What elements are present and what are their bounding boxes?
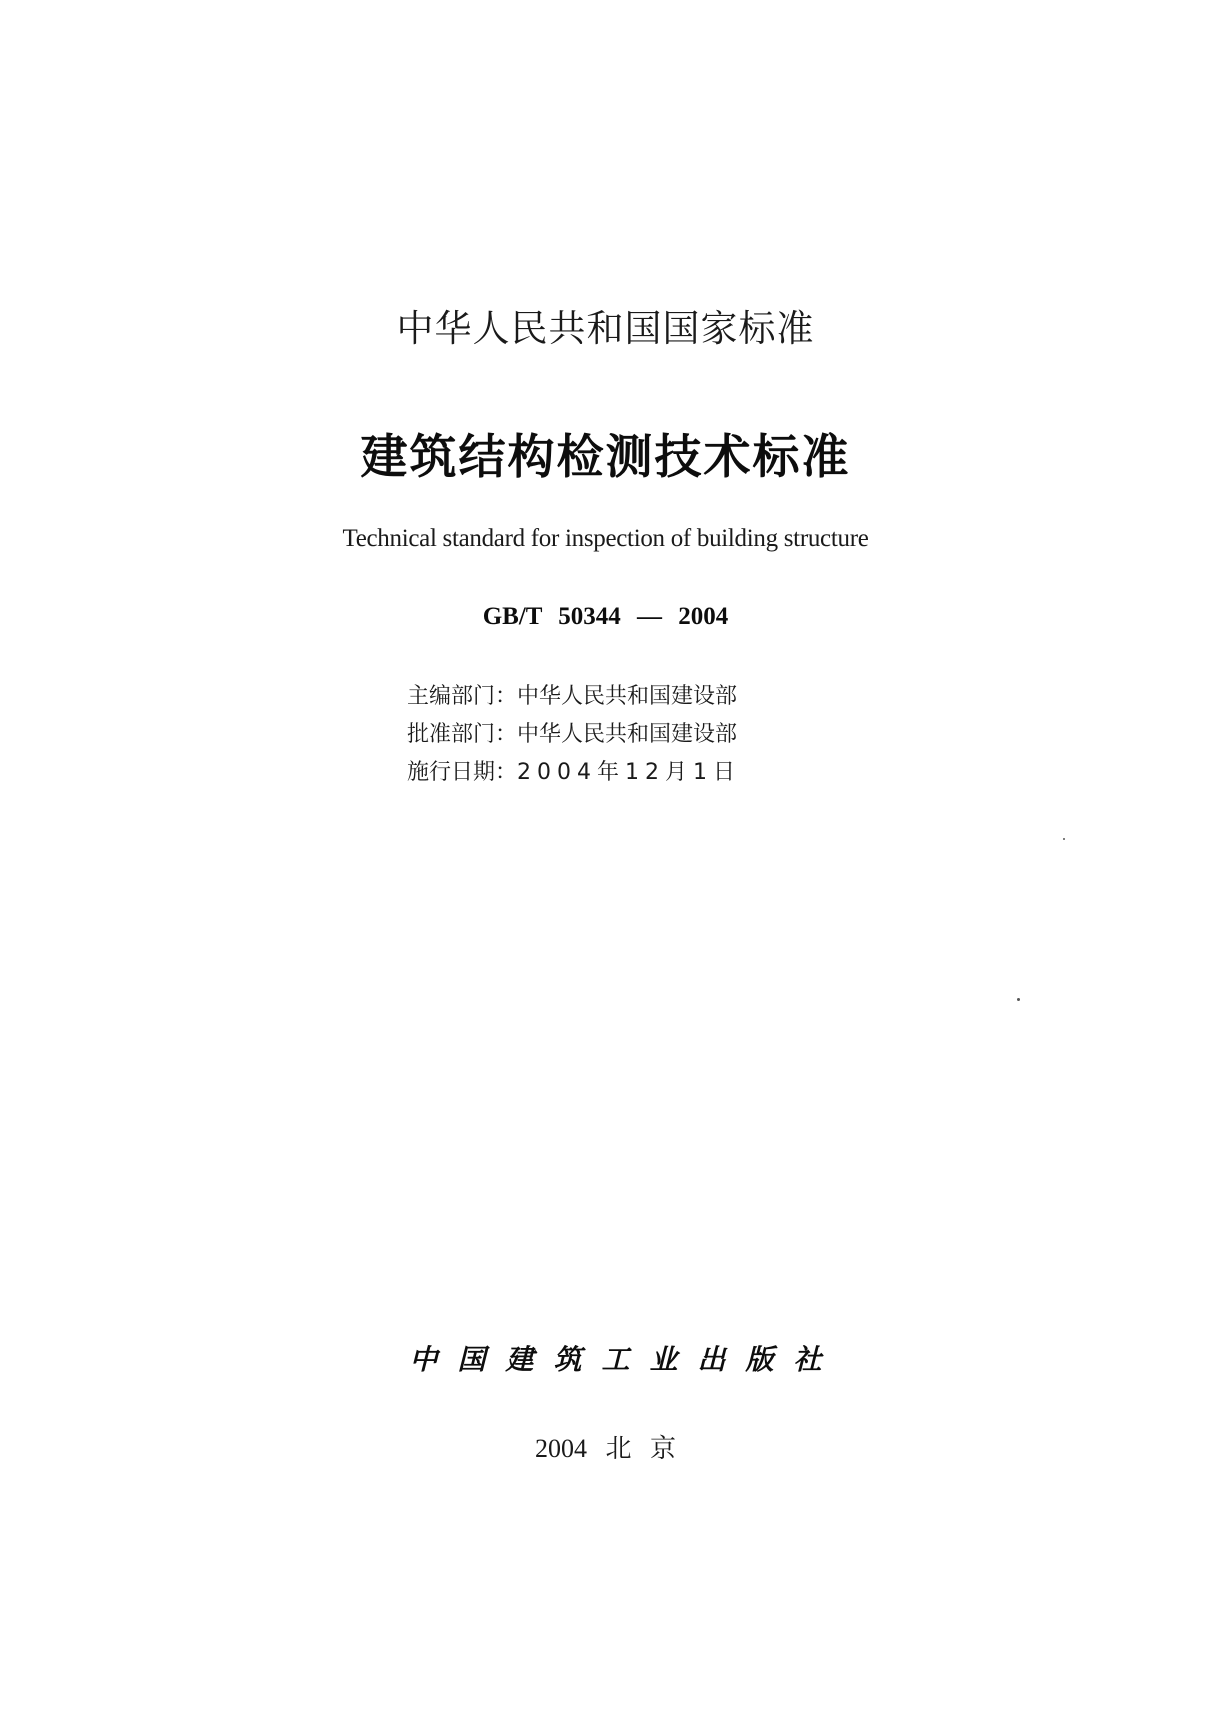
meta-row-effective-date xyxy=(407,754,741,792)
standard-series-label: 中华人民共和国国家标准 xyxy=(396,307,815,350)
scan-speck xyxy=(1017,998,1020,1001)
meta-label: 主编部门： xyxy=(407,684,518,709)
meta-row-approval xyxy=(407,716,741,754)
meta-value: 2004年12月1日 xyxy=(517,760,741,785)
meta-row-chief-editor xyxy=(407,678,741,716)
english-title: Technical standard for inspection of building structure xyxy=(342,525,869,552)
scan-speck xyxy=(1063,838,1065,840)
publisher-name: 中国建筑工业出版社 xyxy=(409,1343,842,1376)
meta-label: 施行日期： xyxy=(407,760,518,785)
page-title: 建筑结构检测技术标准 xyxy=(360,430,851,485)
meta-label: 批准部门： xyxy=(407,722,518,747)
meta-value: 中华人民共和国建设部 xyxy=(517,722,738,747)
meta-value: 中华人民共和国建设部 xyxy=(517,684,738,709)
publication-place-year: 2004 北 京 xyxy=(534,1434,676,1463)
standard-code: GB/T 50344 — 2004 xyxy=(482,603,729,630)
standard-meta xyxy=(407,678,741,792)
